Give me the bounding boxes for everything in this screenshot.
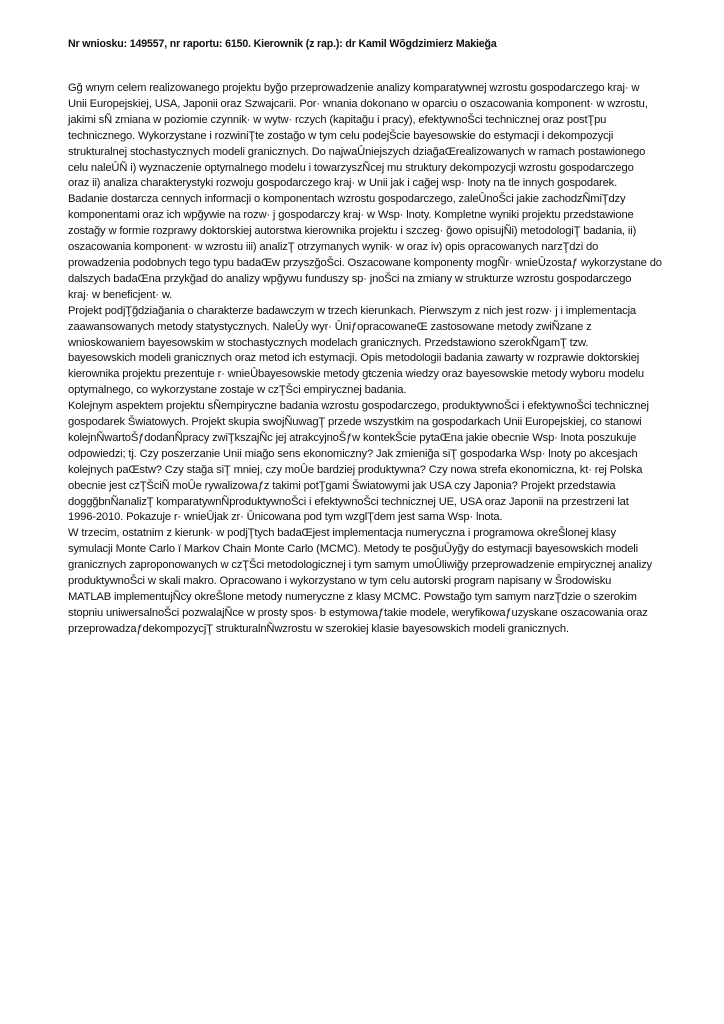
body-text-line: kolejnych paŒstw? Czy stağa siŢ mniej, czy moÛe bardziej produktywna? Czy nowa strefa ekonomiczna, kt· rej Polska: [68, 463, 643, 476]
body-text-line: dalszych badaŒna przykğad do analizy wpğywu funduszy sp· jnoŠci na zmiany w strukturze wzrostu gospodarczego: [68, 272, 632, 285]
body-text-line: stopniu uniwersalnoŠci pozwalajÑce w prosty spos· b estymowaƒtakie modele, weryfikowaƒuzyskane oszacowania oraz: [68, 606, 648, 619]
body-text-line: prowadzenia podobnych tego typu badaŒw przyszğoŠci. Oszacowane komponenty mogÑr· wnieÛzostaƒ wykorzystane do: [68, 256, 662, 269]
report-header: Nr wniosku: 149557, nr raportu: 6150. Kierownik (z rap.): dr Kamil Wõgdzimierz Makieğa: [68, 38, 497, 50]
body-text-line: przeprowadzaƒdekompozycjŢ strukturalnÑwzrostu w szerokiej klasie bayesowskich modeli granicznych.: [68, 622, 569, 635]
body-text-line: technicznego. Wykorzystane i rozwiniŢte zostağo w tym celu podejŠcie bayesowskie do estymacji i dekompozycji: [68, 129, 614, 142]
body-text-line: kolejnÑwartoŠƒdodanÑpracy zwiŢkszajÑc jej atrakcyjnoŠƒw kontekŠcie pytaŒna jakie obecnie Wsp· lnota poszukuje: [68, 431, 637, 444]
body-text-line: Badanie dostarcza cennych informacji o komponentach wzrostu gospodarczego, zaleÛnoŠci jakie zachodzÑmiŢdzy: [68, 193, 626, 206]
body-text-line: zostağy w formie rozprawy doktorskiej autorstwa kierownika projektu i szczeg· ğowo opisujÑi) metodologiŢ badania, ii): [68, 225, 637, 238]
body-text-line: oraz ii) analiza charakterystyki rozwoju gospodarczego kraj· w Unii jak i cağej wsp· lnoty na tle innych gospodarek.: [68, 177, 618, 190]
body-text-line: obecnie jest czŢŠciÑ moÛe rywalizowaƒz takimi potŢgami Šwiatowymi jak USA czy Japonia? Projekt przedstawia: [68, 479, 616, 492]
body-text-line: kraj· w beneficjent· w.: [68, 288, 173, 301]
body-text-line: Gğ wnym celem realizowanego projektu byğo przeprowadzenie analizy komparatywnej wzrostu gospodarczego kraj· w: [68, 82, 640, 94]
body-text-line: zaawansowanych metody statystycznych. NaleÛy wyr· ÛniƒopracowaneŒ zastosowane metody zwiÑzane z: [68, 320, 592, 333]
body-text-line: komponentami oraz ich wpğywie na rozw· j gospodarczy kraj· w Wsp· lnoty. Kompletne wyniki projektu przedstawione: [68, 209, 634, 222]
body-text-line: optymalnego, co wykorzystane zostaje w czŢŠci empirycznej badania.: [68, 384, 407, 397]
body-text-line: bayesowskich modeli granicznych oraz metod ich estymacji. Opis metodologii badania zawarty w rozprawie doktorskiej: [68, 352, 640, 365]
body-text-line: produktywnoŠci w skali makro. Opracowano i wykorzystano w tym celu autorski program napisany w Šrodowisku: [68, 575, 612, 588]
report-body: [68, 81, 688, 638]
body-text-line: Projekt podjŢğdziağania o charakterze badawczym w trzech kierunkach. Pierwszym z nich jest rozw· j i implementacja: [68, 304, 636, 317]
body-text-line: jakimi sÑ zmiana w poziomie czynnik· w wytw· rczych (kapitağu i pracy), efektywnoŠci technicznej oraz postŢpu: [68, 113, 607, 126]
body-text-line: strukturalnej stochastycznych modeli granicznych. Do najwaÛniejszych dziağaŒrealizowanych w ramach postawionego: [68, 145, 646, 158]
body-text-line: Kolejnym aspektem projektu sÑempiryczne badania wzrostu gospodarczego, produktywnoŠci i efektywnoŠci technicznej: [68, 400, 649, 413]
body-text-line: oszacowania komponent· w wzrostu iii) analizŢ otrzymanych wynik· w oraz iv) opis opracowanych narzŢdzi do: [68, 241, 599, 254]
body-text-line: W trzecim, ostatnim z kierunk· w podjŢtych badaŒjest implementacja numeryczna i programowa okreŠlonej klasy: [68, 527, 616, 540]
body-text-line: doggğbnÑanalizŢ komparatywnÑproduktywnoŠci i efektywnoŠci technicznej UE, USA oraz Japonii na przestrzeni lat: [68, 495, 629, 508]
body-text-line: odpowiedzi; tj. Czy poszerzanie Unii miağo sens ekonomiczny? Jak zmieniğa siŢ gospodarka Wsp· lnoty po akcesjach: [68, 447, 638, 460]
body-text-line: MATLAB implementujÑcy okreŠlone metody numeryczne z klasy MCMC. Powstağo tym samym narzŢdzie o szerokim: [68, 591, 637, 603]
body-text-line: granicznych zaproponowanych w czŢŠci metodologicznej i tym samym umoÛliwiğy przeprowadzenie empirycznej analizy: [68, 559, 652, 572]
body-text-line: celu naleÛÑ i) wyznaczenie optymalnego modelu i towarzyszÑcej mu struktury dekompozycji wzrostu gospodarczego: [68, 161, 634, 174]
body-text-line: wnioskowaniem bayesowskim w stochastycznych modelach granicznych. Przedstawiono szerokÑgamŢ tzw.: [68, 336, 589, 349]
body-text-line: 1996-2010. Pokazuje r· wnieÛjak zr· Ûnicowana pod tym wzglŢdem jest sama Wsp· lnota.: [68, 511, 503, 524]
body-text-line: Unii Europejskiej, USA, Japonii oraz Szwajcarii. Por· wnania dokonano w oparciu o oszacowania komponent· w wzrostu,: [68, 97, 648, 110]
body-text-line: symulacji Monte Carlo ï Markov Chain Monte Carlo (MCMC). Metody te posğuÛyğy do estymacji bayesowskich modeli: [68, 543, 638, 556]
body-text-line: gospodarek Šwiatowych. Projekt skupia swojÑuwagŢ przede wszystkim na gospodarkach Unii Europejskiej, co stanowi: [68, 416, 642, 429]
body-text-line: kierownika projektu prezentuje r· wnieÛbayesowskie metody gŧczenia wiedzy oraz bayesowskie metody wyboru modelu: [68, 368, 644, 381]
